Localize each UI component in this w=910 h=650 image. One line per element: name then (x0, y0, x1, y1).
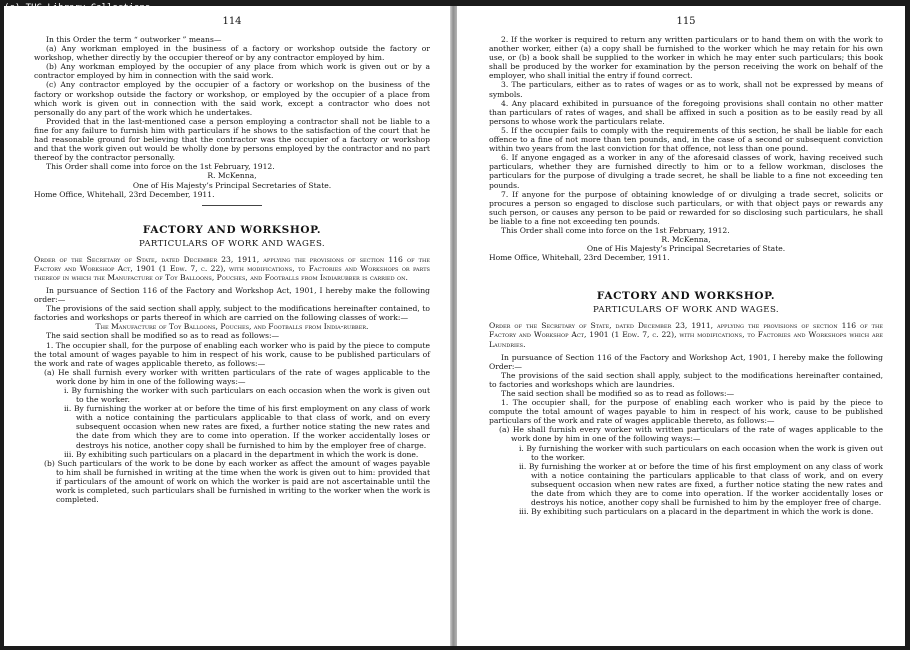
signature-place: Home Office, Whitehall, 23rd December, 1911. (489, 253, 670, 263)
paragraph: (a) Any workman employed in the business of a factory or workshop outside the factory or workshop, whether directly by the occupier thereof or by any contractor employed by him. (34, 44, 430, 63)
paragraph: 1. The occupier shall, for the purpose of enabling each worker who is paid by the piece to compute the total amount of wages payable to him in respect of his work, cause to be published particulars of the work and rate of wages applicable thereto, as follows:— (489, 398, 883, 426)
class-of-work-heading: The Manufacture of Toy Balloons, Pouches, and Footballs from India-rubber. (95, 322, 369, 332)
paragraph: In this Order the term “ outworker ” means— (46, 35, 222, 44)
section-subheading: PARTICULARS OF WORK AND WAGES. (138, 238, 326, 249)
paragraph: (b) Any workman employed by the occupier of any place from which work is given out or by a contractor employed by him in connection with the said work. (34, 62, 430, 81)
signature-place: Home Office, Whitehall, 23rd December, 1911. (34, 189, 215, 199)
paragraph: This Order shall come into force on the 1st February, 1912. (501, 225, 730, 235)
page-number-right: 115 (676, 16, 696, 27)
clause-a: (a) He shall furnish every worker with written particulars of the rate of wages applicable to the work done by him in one of the following ways:— (499, 425, 883, 444)
signature-title: One of His Majesty’s Principal Secretaries of State. (132, 180, 332, 190)
paragraph: In pursuance of Section 116 of the Factory and Workshop Act, 1901, I hereby make the following order:— (34, 285, 430, 305)
clause-a-i: i. By furnishing the worker with such particulars on each occasion when the work is given out to the worker. (64, 386, 430, 405)
section-heading: FACTORY AND WORKSHOP. (142, 223, 322, 236)
paragraph: This Order shall come into force on the 1st February, 1912. (46, 162, 275, 172)
order-title: Order of the Secretary of State, dated December 23, 1911, applying the provisions of section 116 of the Factory and Workshop Act, 1901 (1 Edw. 7, c. 22), with modifications, to Factories and Workshops or parts thereof in which the Manufacture of Toy Balloons, Pouches, and Footballs from Indiarubber is carried on. (34, 254, 430, 282)
paragraph: 6. If anyone engaged as a worker in any of the aforesaid classes of work, having received such particulars, whether they are furnished directly to him or to a fellow workman, discloses the particulars for the purpose of divulging a trade secret, he shall be liable to a fine not exceeding ten pounds. (489, 153, 883, 190)
paragraph: 4. Any placard exhibited in pursuance of the foregoing provisions shall contain no other matter than particulars of rates of wages, and shall be affixed in such a position as to be easily read by all persons to whose work the particulars relate. (489, 98, 883, 126)
clause-a-ii: ii. By furnishing the worker at or before the time of his first employment on any class of work with a notice containing the particulars applicable to that class of work, and on every subsequent occasion when new rates are fixed, a further notice stating the new rates and the date from which they are to come into operation. If the worker accidentally loses or destroys his notice, another copy shall be furnished to him by the employer free of charge. (519, 461, 883, 508)
left-page (4, 6, 450, 646)
paragraph: 1. The occupier shall, for the purpose of enabling each worker who is paid by the piece to compute the total amount of wages payable to him in respect of his work, cause to be published particulars of the work and rate of wages applicable thereto, as follows:— (34, 340, 430, 368)
signature-name: R. McKenna, (661, 235, 711, 245)
section-divider (202, 205, 262, 206)
paragraph: In pursuance of Section 116 of the Factory and Workshop Act, 1901, I hereby make the following Order:— (489, 352, 883, 371)
paragraph: The said section shall be modified so as to read as follows:— (46, 331, 280, 341)
clause-a-iii: iii. By exhibiting such particulars on a placard in the department in which the work is done. (64, 449, 419, 459)
clause-b: (b) Such particulars of the work to be done by each worker as affect the amount of wages payable to him shall be furnished in writing at the time when the work is given out to him: provided that if particulars of the amount of work on which the worker is paid are not ascertainable until the work is completed, such particulars shall be furnished in writing to the worker when the work is completed. (44, 458, 430, 505)
section-subheading: PARTICULARS OF WORK AND WAGES. (592, 305, 780, 316)
paragraph: The provisions of the said section shall apply, subject to the modifications hereinafter contained, to factories and workshops which are laundries. (489, 370, 883, 389)
clause-a-i: i. By furnishing the worker with such particulars on each occasion when the work is given out to the worker. (519, 443, 883, 462)
paragraph: (c) Any contractor employed by the occupier of a factory or workshop on the business of the factory or workshop outside the factory or workshop, or employed by the occupier of a place from which work is given out in connection with the said work, except a contractor who does not personally do any part of the work which he undertakes. (34, 80, 430, 117)
signature-name: R. McKenna, (207, 171, 257, 181)
clause-a-ii: ii. By furnishing the worker at or before the time of his first employment on any class of work with a notice containing the particulars applicable to that class of work, and on every subsequent occasion when new rates are fixed, a further notice stating the new rates and the date from which they are to come into operation. If the worker accidentally loses or destroys his notice, another copy shall be furnished to him by the employer free of charge. (64, 404, 430, 450)
clause-a-iii: iii. By exhibiting such particulars on a placard in the department in which the work is done. (519, 507, 874, 517)
paragraph: The provisions of the said section shall apply, subject to the modifications hereinafter contained, to factories and workshops or parts thereof in which are carried on the following classes of work:— (34, 304, 430, 323)
paragraph: 3. The particulars, either as to rates of wages or as to work, shall not be expressed by means of symbols. (489, 80, 883, 99)
clause-a: (a) He shall furnish every worker with written particulars of the rate of wages applicable to the work done by him in one of the following ways:— (44, 367, 430, 386)
paragraph: 7. If anyone for the purpose of obtaining knowledge of or divulging a trade secret, solicits or procures a person so engaged to disclose such particulars, or with that object pays or rewards any such person, or causes any person to be paid or rewarded for so disclosing such particulars, he shall be liable to a fine not exceeding ten pounds. (489, 189, 883, 226)
order-title: Order of the Secretary of State, dated December 23, 1911, applying the provisions of section 116 of the Factory and Workshop Act, 1901 (1 Edw. 7, c. 22), with modifications, to Factories and Workshops which are Laundries. (489, 321, 883, 349)
section-heading: FACTORY AND WORKSHOP. (596, 290, 776, 303)
paragraph: Provided that in the last-mentioned case a person employing a contractor shall not be liable to a fine for any failure to furnish him with particulars if he shows to the satisfaction of the court that he had reasonable ground for believing that the contractor was the occupier of a factory or workshop and that the work given out would be wholly done by persons employed by the contractor and no part thereof by the contractor personally. (34, 116, 430, 163)
right-page (457, 6, 905, 646)
paragraph: The said section shall be modified so as to read as follows:— (501, 389, 735, 398)
signature-title: One of His Majesty’s Principal Secretaries of State. (586, 244, 786, 254)
page-number-left: 114 (222, 16, 242, 27)
watermark: (c) TUC Library Collections (4, 3, 151, 13)
book-gutter (450, 6, 457, 646)
paragraph: 2. If the worker is required to return any written particulars or to hand them on with the work to another worker, either (a) a copy shall be furnished to the worker which he may retain for his own use, or (b) a book shall be supplied to the worker in which he may enter such particulars; this book shall be produced by the worker for examination by the person receiving the work on behalf of the employer, who shall initial the entry if found correct. (489, 35, 883, 81)
paragraph: 5. If the occupier fails to comply with the requirements of this section, he shall be liable for each offence to a fine of not more than ten pounds, and, in the case of a second or subsequent conviction within two years from the last conviction for that offence, not less than one pound. (489, 125, 883, 154)
